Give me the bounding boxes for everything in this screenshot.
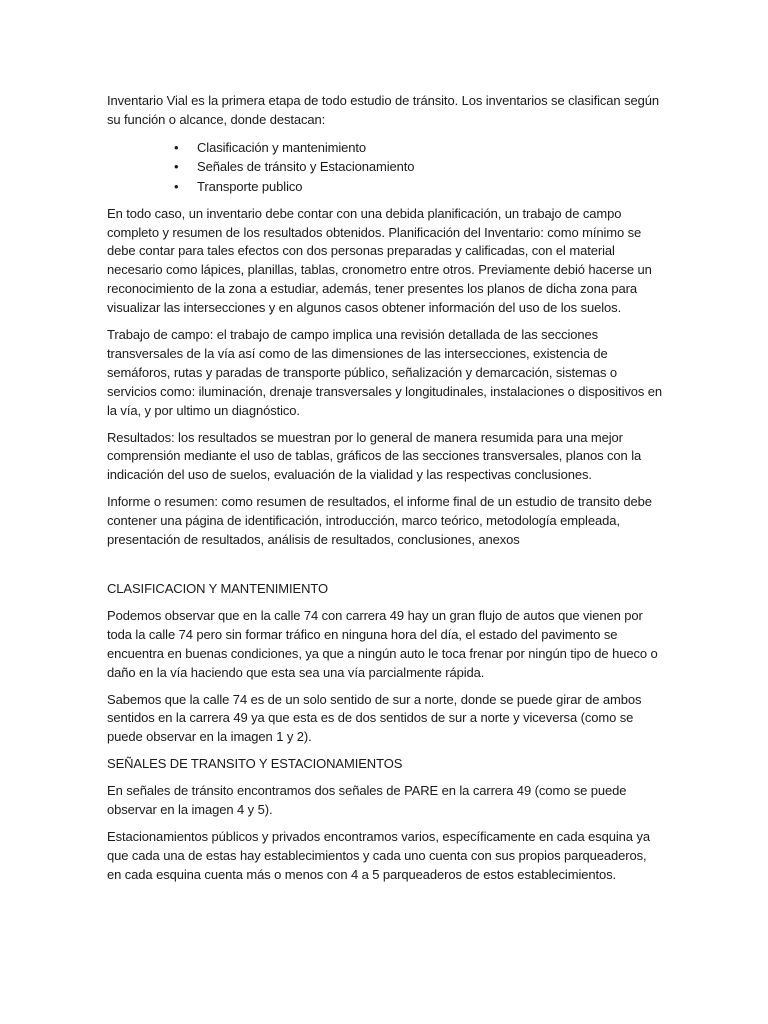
- list-item: [107, 157, 663, 177]
- bullet-glyph: •: [174, 139, 179, 155]
- planificacion-paragraph: En todo caso, un inventario debe contar con una debida planificación, un trabajo de campo completo y resumen de los resultados obtenidos. Planificación del Inventario: como mínimo se debe contar para tales efectos con dos personas preparadas y calificadas, con el material necesario como lápices, planillas, tablas, cronometro entre otros. Previamente debió hacerse un reconocimiento de la zona a estudiar, además, tener presentes los planos de dicha zona para visualizar las intersecciones y en algunos casos obtener información del uso de los suelos.: [107, 205, 652, 316]
- list-item: [107, 138, 663, 158]
- intro-paragraph: Inventario Vial es la primera etapa de todo estudio de tránsito. Los inventarios se clasifican según su función o alcance, donde destacan:: [107, 93, 659, 127]
- bullet-glyph: •: [174, 159, 179, 175]
- section-heading-clasificacion: CLASIFICACION Y MANTENIMIENTO: [107, 581, 329, 596]
- sentido-paragraph: Sabemos que la calle 74 es de un solo sentido de sur a norte, donde se puede girar de ambos sentidos en la carrera 49 ya que esta es de dos sentidos de sur a norte y viceversa (como se puede observar en la imagen 1 y 2).: [107, 691, 642, 745]
- list-item-label: Transporte publico: [197, 179, 303, 194]
- document-body: [107, 92, 663, 893]
- resultados-paragraph: Resultados: los resultados se muestran por lo general de manera resumida para una mejor comprensión mediante el uso de tablas, gráficos de las secciones transversales, planos con la indicación del uso de suelos, evaluación de la vialidad y las respectivas conclusiones.: [107, 429, 642, 483]
- list-item-label: Clasificación y mantenimiento: [197, 139, 367, 155]
- trabajo-campo-paragraph: Trabajo de campo: el trabajo de campo implica una revisión detallada de las secciones transversales de la vía así como de las dimensiones de las intersecciones, existencia de semáforos, rutas y paradas de transporte público, señalización y demarcación, sistemas o servicios como: iluminación, drenaje transversales y longitudinales, instalaciones o dispositivos en la vía, y por ultimo un diagnóstico.: [107, 327, 663, 418]
- inventory-bullet-list: [107, 138, 663, 197]
- section-heading-senales: SEÑALES DE TRANSITO Y ESTACIONAMIENTOS: [107, 756, 403, 772]
- estacionamientos-paragraph: Estacionamientos públicos y privados encontramos varios, específicamente en cada esquina ya que cada una de estas hay establecimientos y cada uno cuenta con sus propios parqueaderos, en cada esquina cuenta más o menos con 4 a 5 parqueaderos de estos establecimientos.: [107, 828, 650, 882]
- list-item: [107, 177, 663, 197]
- list-item-label: Señales de tránsito y Estacionamiento: [197, 159, 415, 175]
- bullet-glyph: •: [174, 179, 179, 194]
- calle74-paragraph: Podemos observar que en la calle 74 con carrera 49 hay un gran flujo de autos que vienen por toda la calle 74 pero sin formar tráfico en ninguna hora del día, el estado del pavimento se encuentra en buenas condiciones, ya que a ningún auto le toca frenar por ningún tipo de hueco o daño en la vía haciendo que esta sea una vía parcialmente rápida.: [107, 607, 658, 680]
- informe-paragraph: Informe o resumen: como resumen de resultados, el informe final de un estudio de transito debe contener una página de identificación, introducción, marco teórico, metodología empleada, presentación de resultados, análisis de resultados, conclusiones, anexos: [107, 494, 652, 548]
- pare-paragraph: En señales de tránsito encontramos dos señales de PARE en la carrera 49 (como se puede observar en la imagen 4 y 5).: [107, 783, 627, 818]
